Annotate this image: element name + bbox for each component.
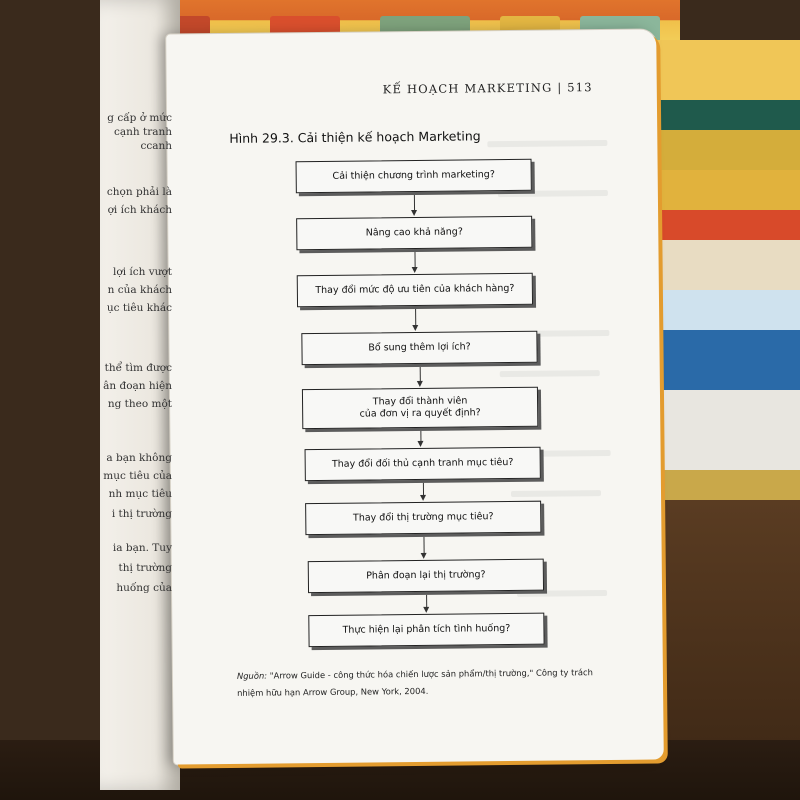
left-page-text-fragment: ân đoạn hiện: [103, 380, 172, 392]
flowchart-step: Thay đổi đối thủ cạnh tranh mục tiêu?: [305, 447, 541, 481]
left-page-text-fragment: thị trường: [118, 562, 172, 574]
left-page-text-fragment: cạnh tranh: [113, 126, 172, 138]
book-spine: [652, 130, 800, 170]
left-page-text-fragment: n của khách: [107, 284, 172, 296]
book-spine: [652, 290, 800, 330]
left-page-text-fragment: huống của: [116, 582, 172, 594]
book-spine: [652, 390, 800, 470]
left-page-text-fragment: i thị trường: [111, 508, 172, 520]
stacked-books: [652, 40, 800, 560]
left-page-text-fragment: a bạn không: [106, 452, 172, 464]
flowchart-step: Nâng cao khả năng?: [296, 216, 532, 250]
left-page-text-fragment: ng theo một: [107, 398, 172, 410]
left-page-text-fragment: ợi ích khách: [107, 204, 172, 216]
flowchart-step: Thay đổi thị trường mục tiêu?: [305, 501, 541, 535]
left-page-text-fragment: g cấp ở mức: [107, 112, 172, 124]
book-spine: [652, 170, 800, 210]
flowchart-step: Phân đoạn lại thị trường?: [308, 559, 544, 593]
flowchart-arrow: [420, 431, 421, 442]
book-spine: [652, 240, 800, 290]
flowchart-step: Bổ sung thêm lợi ích?: [301, 331, 537, 365]
figure-source: [237, 664, 617, 702]
left-page-text: [100, 0, 176, 790]
flowchart: [296, 159, 551, 662]
book-spine: [652, 210, 800, 240]
book-page: [166, 29, 664, 764]
flowchart-arrow: [415, 309, 416, 326]
running-header: KẾ HOẠCH MARKETING | 513: [382, 80, 593, 97]
flowchart-arrow: [423, 483, 424, 496]
left-page-text-fragment: nh mục tiêu: [108, 488, 172, 500]
source-label: Nguồn:: [236, 670, 268, 681]
flowchart-step: Cải thiện chương trình marketing?: [296, 159, 532, 193]
left-page-text-fragment: chọn phải là: [106, 186, 172, 198]
left-page-text-fragment: lợi ích vượt: [113, 266, 172, 278]
flowchart-arrow: [414, 195, 415, 211]
book-spine: [652, 100, 800, 130]
source-text: "Arrow Guide - công thức hóa chiến lược sản phẩm/thị trường," Công ty trách nhiệm hữu hạn Arrow Group, New York, 2004.: [237, 667, 593, 698]
left-page-text-fragment: thể tìm được: [104, 362, 172, 374]
figure-title: Hình 29.3. Cải thiện kế hoạch Marketing: [229, 128, 481, 146]
flowchart-step: Thay đổi thành viên của đơn vị ra quyết định?: [302, 387, 538, 429]
left-page-text-fragment: ccanh: [140, 140, 172, 152]
left-page-text-fragment: mục tiêu của: [103, 470, 172, 482]
flowchart-arrow: [414, 252, 415, 268]
flowchart-step: Thực hiện lại phân tích tình huống?: [308, 613, 544, 647]
book-spine: [652, 330, 800, 390]
show-through-text: [487, 140, 607, 147]
flowchart-arrow: [420, 367, 421, 382]
flowchart-arrow: [423, 537, 424, 554]
flowchart-step: Thay đổi mức độ ưu tiên của khách hàng?: [297, 273, 533, 307]
flowchart-arrow: [426, 595, 427, 608]
left-page-text-fragment: ia bạn. Tuy: [112, 542, 172, 554]
book-spine: [652, 40, 800, 100]
left-page-text-fragment: ục tiêu khác: [106, 302, 172, 314]
